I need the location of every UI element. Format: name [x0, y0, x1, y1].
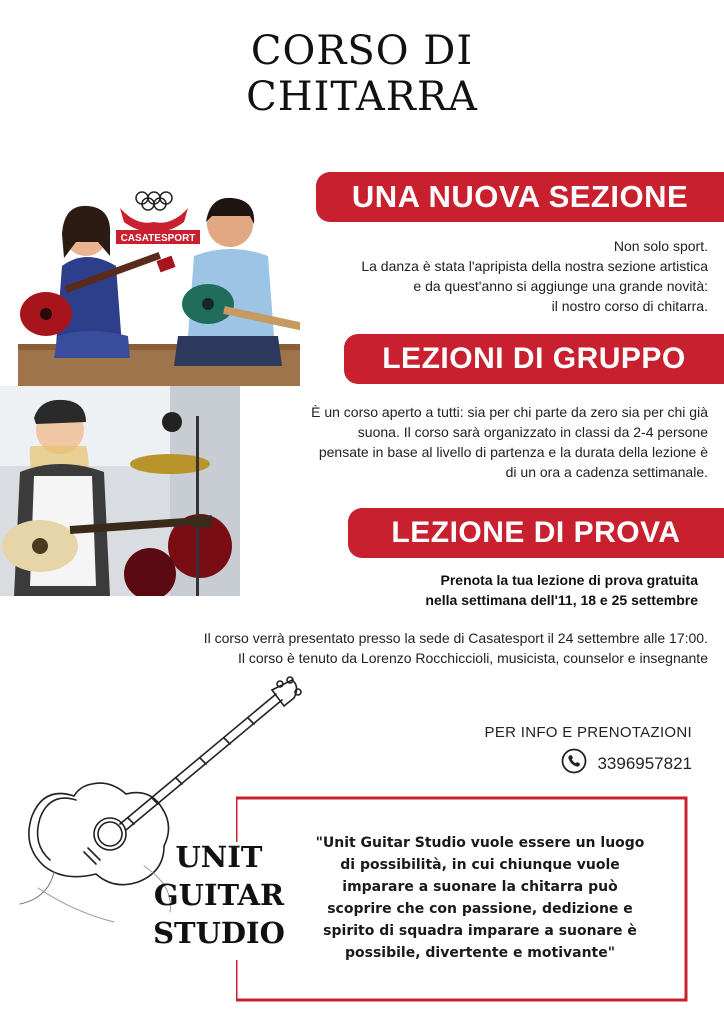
text-line: nella settimana dell'11, 18 e 25 settembre — [425, 592, 698, 608]
text-line: Prenota la tua lezione di prova gratuita — [440, 572, 698, 588]
contact-label: PER INFO E PRENOTAZIONI — [484, 724, 692, 741]
rock-guitar-photo — [0, 386, 240, 596]
text-line: È un corso aperto a tutti: sia per chi parte da zero sia per chi già — [311, 404, 708, 420]
quote-line: "Unit Guitar Studio vuole essere un luogo — [315, 835, 645, 851]
quote-line: possibile, divertente e motivante" — [344, 945, 616, 961]
page-title — [0, 28, 724, 120]
section-banner-new-section: UNA NUOVA SEZIONE — [316, 172, 724, 222]
text-line: pensate in base al livello di partenza e la durata della lezione è — [318, 444, 708, 460]
section-banner-trial-lesson: LEZIONE DI PROVA — [348, 508, 724, 558]
text-line: La danza è stata l'apripista della nostra sezione artistica — [361, 258, 708, 274]
text-line: e da quest'anno si aggiunge una grande novità: — [413, 278, 708, 294]
studio-name-line: GUITAR — [153, 878, 285, 912]
quote-line: di possibilità, in cui chiunque vuole — [340, 857, 620, 873]
studio-name-line: STUDIO — [153, 916, 285, 950]
phone-number[interactable]: 3396957821 — [597, 753, 692, 773]
studio-name — [150, 838, 288, 952]
section-text-trial-lesson — [318, 570, 698, 610]
text-line: Il corso è tenuto da Lorenzo Rocchiccioli, musicista, counselor e insegnante — [237, 650, 708, 666]
logo-text: CASATESPORT — [120, 233, 196, 244]
section-text-group-lessons — [260, 402, 708, 482]
quote-line: scoprire che con passione, dedizione e — [327, 901, 633, 917]
studio-name-line: UNIT — [175, 840, 263, 874]
section-banner-group-lessons: LEZIONI DI GRUPPO — [344, 334, 724, 384]
text-line: di un ora a cadenza settimanale. — [505, 464, 708, 480]
quote-line: spirito di squadra imparare a suonare è — [323, 923, 637, 939]
phone-icon — [561, 748, 587, 779]
title-line-2: CHITARRA — [246, 74, 478, 120]
presentation-text — [108, 628, 708, 668]
text-line: Non solo sport. — [613, 238, 708, 254]
quote-line: imparare a suonare la chitarra può — [342, 879, 618, 895]
text-line: il nostro corso di chitarra. — [551, 298, 708, 314]
text-line: suona. Il corso sarà organizzato in classi da 2-4 persone — [357, 424, 708, 440]
phone-contact[interactable] — [561, 748, 692, 779]
studio-quote — [290, 832, 670, 964]
section-text-new-section — [288, 236, 708, 316]
text-line: Il corso verrà presentato presso la sede di Casatesport il 24 settembre alle 17:00. — [203, 630, 708, 646]
title-line-1: CORSO DI — [250, 28, 474, 74]
kids-guitar-photo — [18, 186, 300, 386]
